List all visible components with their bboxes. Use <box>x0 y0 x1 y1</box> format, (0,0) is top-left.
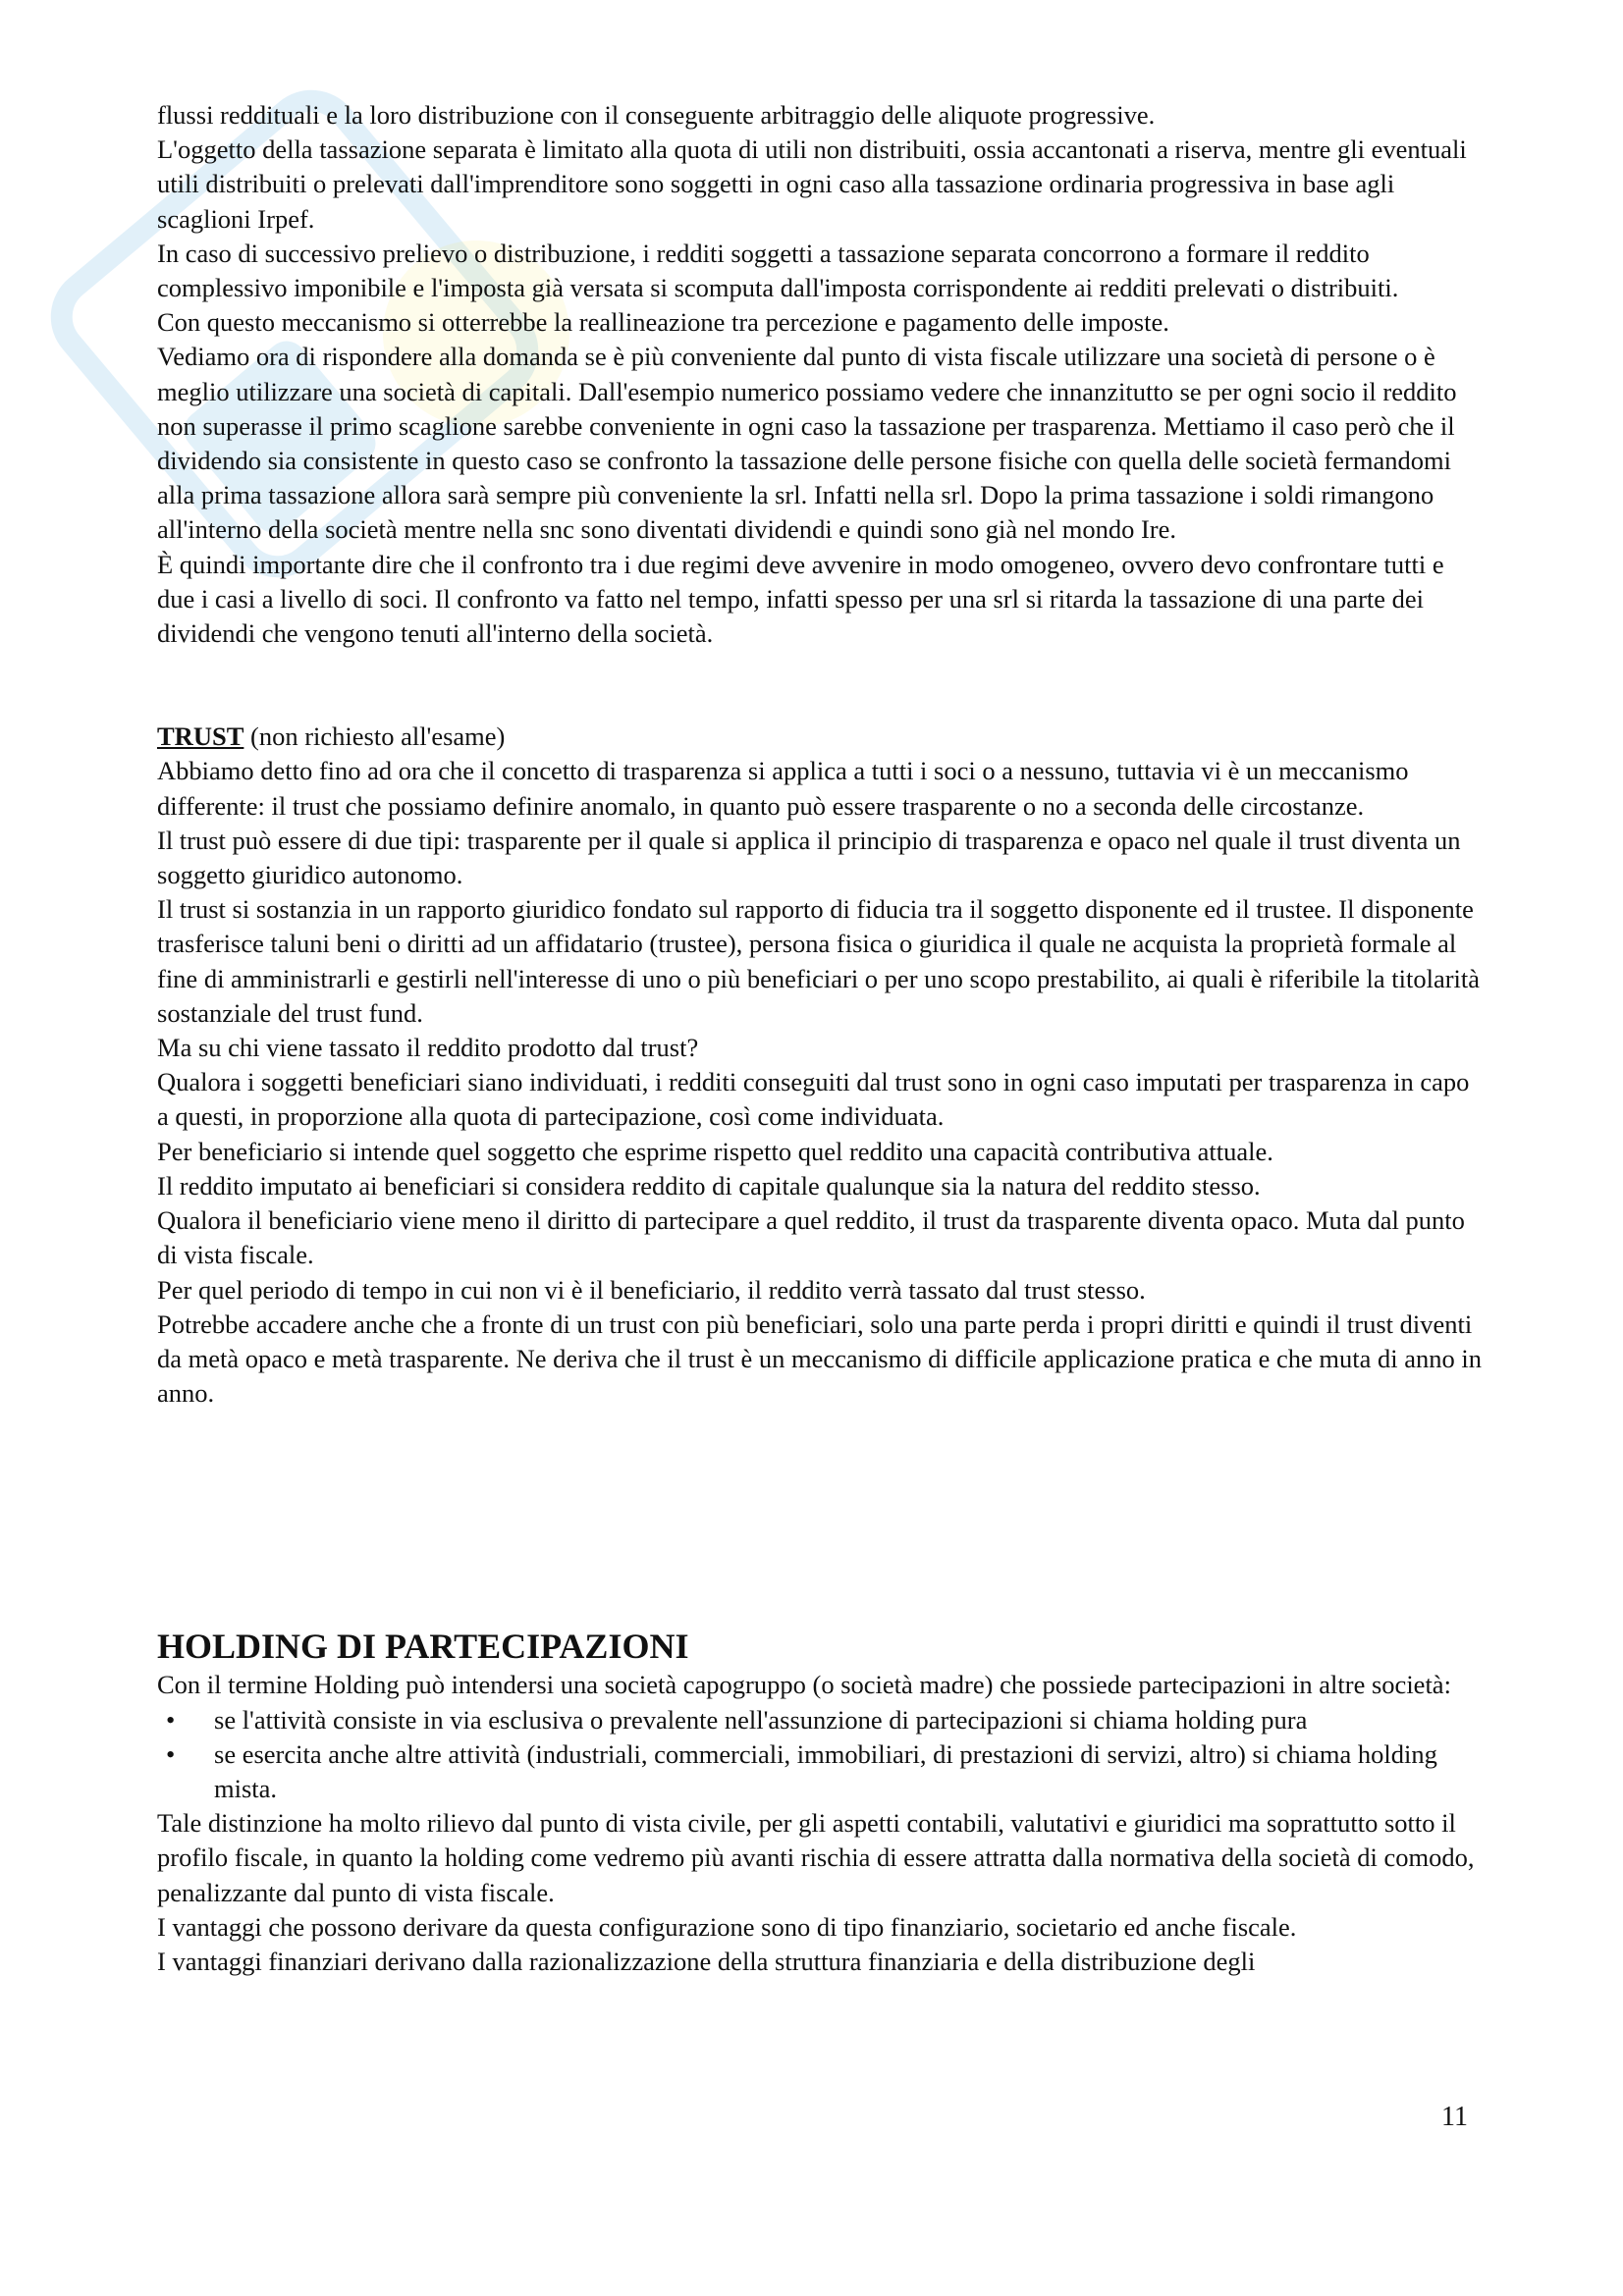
trust-heading <box>157 720 1483 754</box>
paragraph: Con questo meccanismo si otterrebbe la reallineazione tra percezione e pagamento delle imposte. <box>157 307 1169 338</box>
paragraph: flussi reddituali e la loro distribuzione con il conseguente arbitraggio delle aliquote progressive. <box>157 100 1156 130</box>
list-item-text: se l'attività consiste in via esclusiva o prevalente nell'assunzione di partecipazioni si chiama holding pura <box>214 1704 1308 1735</box>
trust-note: (non richiesto all'esame) <box>243 721 506 752</box>
bullet-icon: • <box>166 1704 176 1735</box>
document-body <box>157 98 1483 1979</box>
paragraph: I vantaggi finanziari derivano dalla razionalizzazione della struttura finanziaria e della distribuzione degli <box>157 1946 1256 1976</box>
paragraph: Vediamo ora di rispondere alla domanda se è più conveniente dal punto di vista fiscale utilizzare una società di persone o è meglio utilizzare una società di capitali. Dall'esempio numerico possiamo vedere che innanzitutto se per ogni socio il reddito non superasse il primo scaglione sarebbe conveniente in ogni caso la tassazione per trasparenza. Mettiamo il caso però che il dividendo sia consistente in questo caso se confronto la tassazione delle persone fisiche con quella delle società fermandomi alla prima tassazione allora sarà sempre più conveniente la srl. Infatti nella srl. Dopo la prima tassazione i soldi rimangono all'interno della società mentre nella snc sono diventati dividendi e quindi sono già nel mondo Ire. <box>157 342 1457 545</box>
paragraph: Potrebbe accadere anche che a fronte di un trust con più beneficiari, solo una parte perda i propri diritti e quindi il trust diventi da metà opaco e metà trasparente. Ne deriva che il trust è un meccanismo di difficile applicazione pratica e che muta di anno in anno. <box>157 1308 1482 1409</box>
paragraph: Ma su chi viene tassato il reddito prodotto dal trust? <box>157 1033 699 1063</box>
paragraph: L'oggetto della tassazione separata è limitato alla quota di utili non distribuiti, ossia accantonati a riserva, mentre gli eventuali utili distribuiti o prelevati dall'imprenditore sono soggetti in ogni caso alla tassazione ordinaria progressiva in base agli scaglioni Irpef. <box>157 134 1467 234</box>
bullet-icon: • <box>166 1738 176 1769</box>
paragraph: È quindi importante dire che il confronto tra i due regimi deve avvenire in modo omogeneo, ovvero devo confrontare tutti e due i casi a livello di soci. Il confronto va fatto nel tempo, infatti spesso per una srl si ritarda la tassazione di una parte dei dividendi che vengono tenuti all'interno della società. <box>157 549 1444 649</box>
list-item-text: se esercita anche altre attività (industriali, commerciali, immobiliari, di prestazioni di servizi, altro) si chiama holding mista. <box>214 1738 1437 1803</box>
paragraph: Qualora i soggetti beneficiari siano individuati, i redditi conseguiti dal trust sono in ogni caso imputati per trasparenza in capo a questi, in proporzione alla quota di partecipazione, così come individuata. <box>157 1067 1470 1132</box>
paragraph: Il reddito imputato ai beneficiari si considera reddito di capitale qualunque sia la natura del reddito stesso. <box>157 1170 1261 1201</box>
list-item <box>166 1703 1483 1737</box>
list-item <box>166 1737 1483 1806</box>
paragraph: Il trust può essere di due tipi: trasparente per il quale si applica il principio di trasparenza e opaco nel quale il trust diventa un soggetto giuridico autonomo. <box>157 825 1461 890</box>
paragraph: Qualora il beneficiario viene meno il diritto di partecipare a quel reddito, il trust da trasparente diventa opaco. Muta dal punto di vista fiscale. <box>157 1205 1465 1270</box>
holding-bullet-list <box>157 1703 1483 1807</box>
trust-title: TRUST <box>157 721 244 752</box>
paragraph: Il trust si sostanzia in un rapporto giuridico fondato sul rapporto di fiducia tra il soggetto disponente ed il trustee. Il disponente trasferisce taluni beni o diritti ad un affidatario (trustee), persona fisica o giuridica il quale ne acquista la proprietà formale al fine di amministrarli e gestirli nell'interesse di uno o più beneficiari o per uno scopo prestabilito, ai quali è riferibile la titolarità sostanziale del trust fund. <box>157 894 1481 1028</box>
holding-title: HOLDING DI PARTECIPAZIONI <box>157 1627 689 1667</box>
paragraph: Con il termine Holding può intendersi una società capogruppo (o società madre) che possiede partecipazioni in altre società: <box>157 1670 1451 1700</box>
paragraph: Tale distinzione ha molto rilievo dal punto di vista civile, per gli aspetti contabili, valutativi e giuridici ma soprattutto sotto il profilo fiscale, in quanto la holding come vedremo più avanti rischia di essere attratta dalla normativa della società di comodo, penalizzante dal punto di vista fiscale. <box>157 1808 1475 1907</box>
paragraph: I vantaggi che possono derivare da questa configurazione sono di tipo finanziario, societario ed anche fiscale. <box>157 1911 1297 1942</box>
paragraph: Abbiamo detto fino ad ora che il concetto di trasparenza si applica a tutti i soci o a nessuno, tuttavia vi è un meccanismo differente: il trust che possiamo definire anomalo, in quanto può essere trasparente o no a seconda delle circostanze. <box>157 756 1409 821</box>
paragraph: Per quel periodo di tempo in cui non vi è il beneficiario, il reddito verrà tassato dal trust stesso. <box>157 1274 1146 1305</box>
paragraph: In caso di successivo prelievo o distribuzione, i redditi soggetti a tassazione separata concorrono a formare il reddito complessivo imponibile e l'imposta già versata si scomputa dall'imposta corrispondente ai redditi prelevati o distribuiti. <box>157 238 1399 303</box>
paragraph: Per beneficiario si intende quel soggetto che esprime rispetto quel reddito una capacità contributiva attuale. <box>157 1136 1273 1166</box>
page-number: 11 <box>1441 2102 1468 2132</box>
